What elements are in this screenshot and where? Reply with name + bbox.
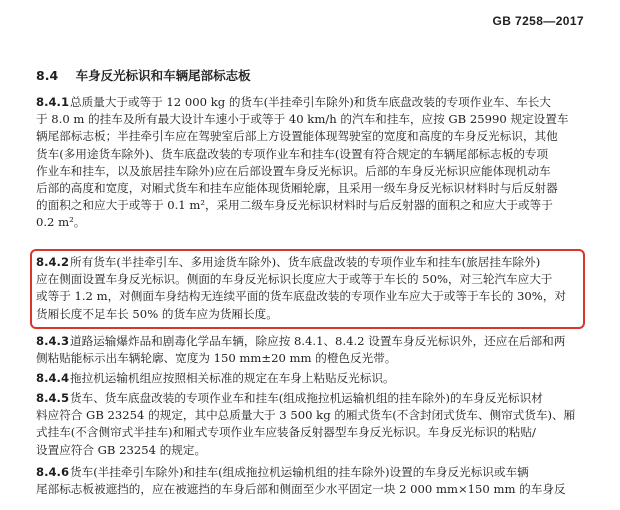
clause-number: 8.4.2	[36, 255, 70, 269]
clause-line: 于 8.0 m 的挂车及所有最大设计车速小于或等于 40 km/h 的汽车和挂车，应按 GB 25990 规定设置车	[36, 112, 569, 127]
clause-line: 8.4.3道路运输爆炸品和剧毒化学品车辆，除应按 8.4.1、8.4.2 设置车身反光标识外，还应在后部和两	[36, 333, 600, 350]
clause-line: 作业车和挂车，以及旅居挂车除外)应在后部设置车身反光标识。后部的车身反光标识应能体现机动车	[36, 163, 551, 178]
clause-line: 货车(多用途货车除外)、货车底盘改装的专项作业车和挂车(设置有符合规定的车辆尾部标志板的专项	[36, 146, 549, 161]
clause-line: 料应符合 GB 23254 的规定，其中总质量大于 3 500 kg 的厢式货车(不含封闭式货车、侧帘式货车)、厢	[36, 408, 576, 423]
clause-line: 8.4.1总质量大于或等于 12 000 kg 的货车(半挂牵引车除外)和货车底盘改装的专项作业车、车长大	[36, 94, 600, 111]
clause-line: 0.2 m²。	[36, 215, 86, 230]
clause-line: 8.4.4拖拉机运输机组应按照相关标准的规定在车身上粘贴反光标识。	[36, 370, 600, 387]
clause-number: 8.4.5	[36, 391, 70, 405]
section-heading	[36, 66, 251, 84]
clause-8-4-4	[36, 370, 600, 387]
standard-number: GB 7258—2017	[492, 14, 584, 28]
clause-line: 式挂车(不含侧帘式半挂车)和厢式专项作业车应装备反射器型车身反光标识。车身反光标识的粘贴/	[36, 425, 536, 440]
clause-8-4-1	[36, 94, 600, 232]
clause-8-4-2	[36, 254, 600, 323]
clause-number: 8.4.1	[36, 95, 70, 109]
clause-line: 应在侧面设置车身反光标识。侧面的车身反光标识长度应大于或等于车长的 50%，对三轮汽车应大于	[36, 272, 553, 287]
section-number: 8.4	[36, 68, 59, 83]
clause-line: 8.4.5货车、货车底盘改装的专项作业车和挂车(组成拖拉机运输机组的挂车除外)的车身反光标识材	[36, 390, 600, 407]
clause-line: 或等于 1.2 m，对侧面车身结构无连续平面的货车底盘改装的专项作业车应大于或等于车长的 30%，对	[36, 289, 567, 304]
clause-number: 8.4.4	[36, 371, 70, 385]
clause-line: 尾部标志板被遮挡的，应在被遮挡的车身后部和侧面至少水平固定一块 2 000 mm×150 mm 的车身反	[36, 482, 566, 497]
clause-line: 侧粘贴能标示出车辆轮廓、宽度为 150 mm±20 mm 的橙色反光带。	[36, 351, 397, 366]
clause-8-4-5	[36, 390, 600, 459]
clause-line: 辆尾部标志板；半挂牵引车应在驾驶室后部上方设置能体现驾驶室的宽度和高度的车身反光标识，其他	[36, 129, 558, 144]
clause-number: 8.4.6	[36, 465, 70, 479]
clause-line: 8.4.2所有货车(半挂牵引车、多用途货车除外)、货车底盘改装的专项作业车和挂车(旅居挂车除外)	[36, 254, 600, 271]
clause-line: 8.4.6货车(半挂牵引车除外)和挂车(组成拖拉机运输机组的挂车除外)设置的车身反光标识或车辆	[36, 464, 600, 481]
clause-line: 的面积之和应大于或等于 0.1 m²，采用二级车身反光标识材料时与后反射器的面积之和应大于或等于	[36, 198, 553, 213]
clause-line: 货厢长度不足车长 50% 的货车应为货厢长度。	[36, 306, 278, 321]
clause-line: 后部的高度和宽度，对厢式货车和挂车应能体现货厢轮廓，且采用一级车身反光标识材料时与后反射器	[36, 180, 558, 195]
clause-number: 8.4.3	[36, 334, 70, 348]
section-title: 车身反光标识和车辆尾部标志板	[75, 68, 251, 83]
clause-line: 设置应符合 GB 23254 的规定。	[36, 442, 207, 457]
clause-8-4-3	[36, 333, 600, 367]
clause-8-4-6	[36, 464, 600, 498]
